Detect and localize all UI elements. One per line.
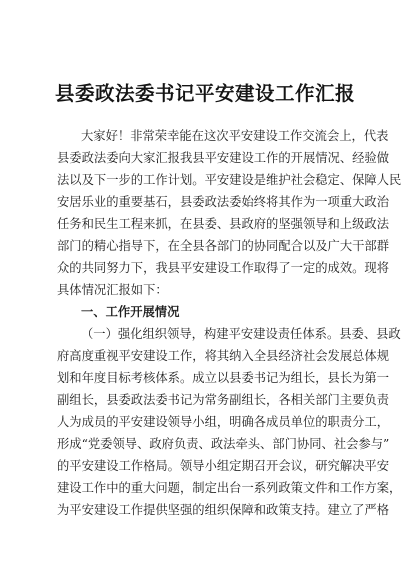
- paragraph-1-line-2: 县委政法委向大家汇报我县平安建设工作的开展情况、经验做: [57, 151, 390, 165]
- paragraph-2-line-4: 副组长，县委政法委书记为常务副组长，各相关部门主要负责: [57, 393, 390, 407]
- paragraph-2-line-7: 的平安建设工作格局。领导小组定期召开会议，研究解决平安: [57, 459, 390, 473]
- paragraph-2-line-2: 府高度重视平安建设工作，将其纳入全县经济社会发展总体规: [57, 349, 390, 363]
- paragraph-2-line-5: 人为成员的平安建设领导小组，明确各成员单位的职责分工，: [57, 415, 390, 429]
- paragraph-2-line-3: 划和年度目标考核体系。成立以县委书记为组长，县长为第一: [57, 371, 390, 385]
- paragraph-1-line-3: 法以及下一步的工作计划。平安建设是维护社会稳定、保障人民: [57, 173, 402, 187]
- paragraph-1-line-7: 众的共同努力下，我县平安建设工作取得了一定的成效。现将: [57, 261, 390, 275]
- section-heading: 一、工作开展情况: [81, 305, 180, 319]
- paragraph-1-line-5: 任务和民生工程来抓，在县委、县政府的坚强领导和上级政法: [57, 217, 390, 231]
- paragraph-2-line-8: 建设工作中的重大问题，制定出台一系列政策文件和工作方案，: [57, 481, 402, 495]
- document-title: 县委政法委书记平安建设工作汇报: [54, 82, 355, 105]
- paragraph-1-line-4: 安居乐业的重要基石，县委政法委始终将其作为一项重大政治: [57, 195, 390, 209]
- paragraph-2-line-6: 形成“党委领导、政府负责、政法牵头、部门协同、社会参与”: [57, 437, 390, 451]
- paragraph-1-line-1: 大家好！非常荣幸能在这次平安建设工作交流会上，代表: [81, 129, 389, 143]
- paragraph-1-line-6: 部门的精心指导下，在全县各部门的协同配合以及广大干部群: [57, 239, 390, 253]
- paragraph-2-line-9: 为平安建设工作提供坚强的组织保障和政策支持。建立了严格: [57, 503, 390, 517]
- paragraph-1-line-8: 具体情况汇报如下：: [57, 283, 168, 297]
- paragraph-2-line-1: （一）强化组织领导，构建平安建设责任体系。县委、县政: [81, 327, 401, 341]
